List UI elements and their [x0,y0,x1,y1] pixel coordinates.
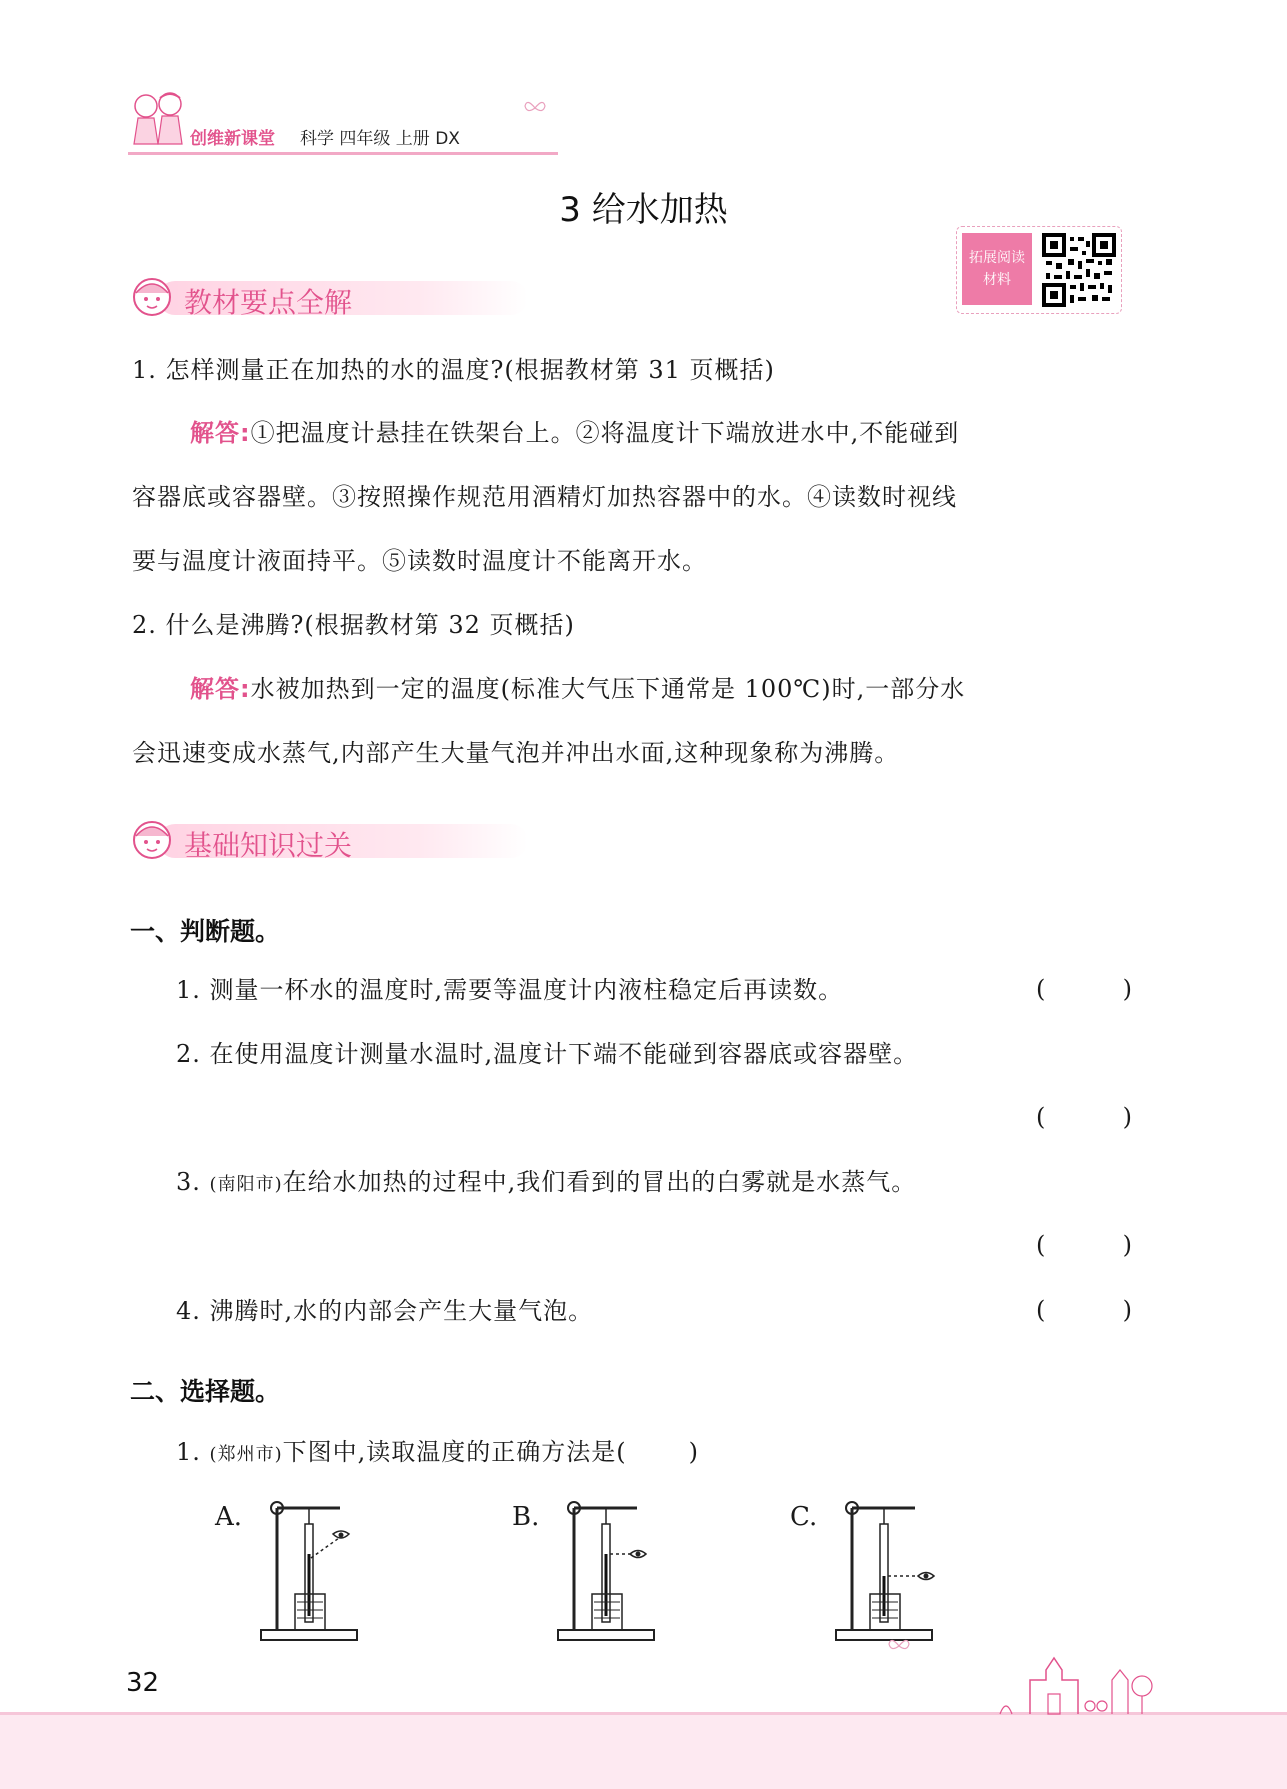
part-1-title: 一、判断题。 [130,917,281,946]
option-a-diagram[interactable] [255,1496,375,1646]
paren-close: ) [1122,1296,1132,1324]
answer-blank[interactable] [1036,1296,1132,1324]
paren-close: ) [1122,1231,1132,1259]
option-c-diagram[interactable] [830,1496,950,1646]
butterfly-icon [524,100,546,116]
answer-label: 解答: [190,675,251,703]
question-2: 2. 什么是沸腾?(根据教材第 32 页概括) [132,611,575,639]
judge-question-4 [176,1296,593,1326]
answer-2-line-2: 会迅速变成水蒸气,内部产生大量气泡并冲出水面,这种现象称为沸腾。 [132,739,900,767]
section-heading-key-points [128,275,528,321]
paren-open: ( [1036,975,1046,1003]
question-text: 沸腾时,水的内部会产生大量气泡。 [209,1297,594,1325]
header-course: 科学 四年级 上册 DX [300,129,460,149]
question-1: 1. 怎样测量正在加热的水的温度?(根据教材第 31 页概括) [132,356,775,384]
paren-open: ( [1036,1231,1046,1259]
question-source: (南阳市) [209,1174,283,1195]
answer-text: ①把温度计悬挂在铁架台上。②将温度计下端放进水中,不能碰到 [250,419,960,447]
page-title: 3 给水加热 [559,190,728,230]
option-a-label[interactable]: A. [215,1502,243,1532]
paren-open: ( [1036,1296,1046,1324]
girl-cartoon-icon [128,818,178,864]
answer-blank[interactable] [1036,1231,1132,1259]
answer-1-line-3: 要与温度计液面持平。⑤读数时温度计不能离开水。 [132,547,707,575]
qr-label-line2: 材料 [983,272,1011,288]
question-source: (郑州市) [209,1444,283,1465]
section-heading-text: 基础知识过关 [184,829,353,862]
header-kids-illustration [126,88,192,154]
paren-close: ) [1122,1103,1132,1131]
judge-question-1 [176,975,843,1005]
judge-question-2 [176,1039,918,1069]
answer-text: 水被加热到一定的温度(标准大气压下通常是 100℃)时,一部分水 [250,675,966,703]
question-number: 3. [176,1168,201,1196]
judge-question-3 [176,1167,916,1200]
option-b-diagram[interactable] [552,1496,672,1646]
header-brand: 创维新课堂 [190,129,275,149]
qr-code-icon[interactable] [1042,233,1116,307]
page-number: 32 [126,1668,160,1698]
choice-question-1 [176,1437,699,1470]
answer-label: 解答: [190,419,251,447]
section-heading-basics [128,818,528,864]
qr-label-line1: 拓展阅读 [969,250,1025,266]
answer-blank[interactable] [1036,975,1132,1003]
answer-blank[interactable] [1036,1103,1132,1131]
question-text: 在给水加热的过程中,我们看到的冒出的白雾就是水蒸气。 [282,1168,917,1196]
section-heading-text: 教材要点全解 [184,286,353,319]
paren-open: ( [1036,1103,1046,1131]
qr-label[interactable] [962,233,1032,305]
question-text: 下图中,读取温度的正确方法是( [282,1438,627,1466]
question-text: 测量一杯水的温度时,需要等温度计内液柱稳定后再读数。 [209,976,844,1004]
question-number: 1. [176,976,201,1004]
question-text: 在使用温度计测量水温时,温度计下端不能碰到容器底或容器壁。 [209,1040,919,1068]
answer-1-line-2: 容器底或容器壁。③按照操作规范用酒精灯加热容器中的水。④读数时视线 [132,483,957,511]
castle-decoration-icon [980,1650,1160,1716]
part-2-title: 二、选择题。 [130,1377,281,1406]
question-number: 1. [176,1438,201,1466]
option-b-label[interactable]: B. [512,1502,540,1532]
question-number: 2. [176,1040,201,1068]
paren-close: ) [688,1438,699,1466]
girl-cartoon-icon [128,275,178,321]
answer-2-line-1 [190,674,1190,704]
butterfly-icon [888,1638,910,1654]
answer-1-line-1 [190,418,1190,448]
paren-close: ) [1122,975,1132,1003]
header-divider [128,152,558,155]
footer-band [0,1712,1287,1789]
question-number: 4. [176,1297,201,1325]
option-c-label[interactable]: C. [790,1502,818,1532]
